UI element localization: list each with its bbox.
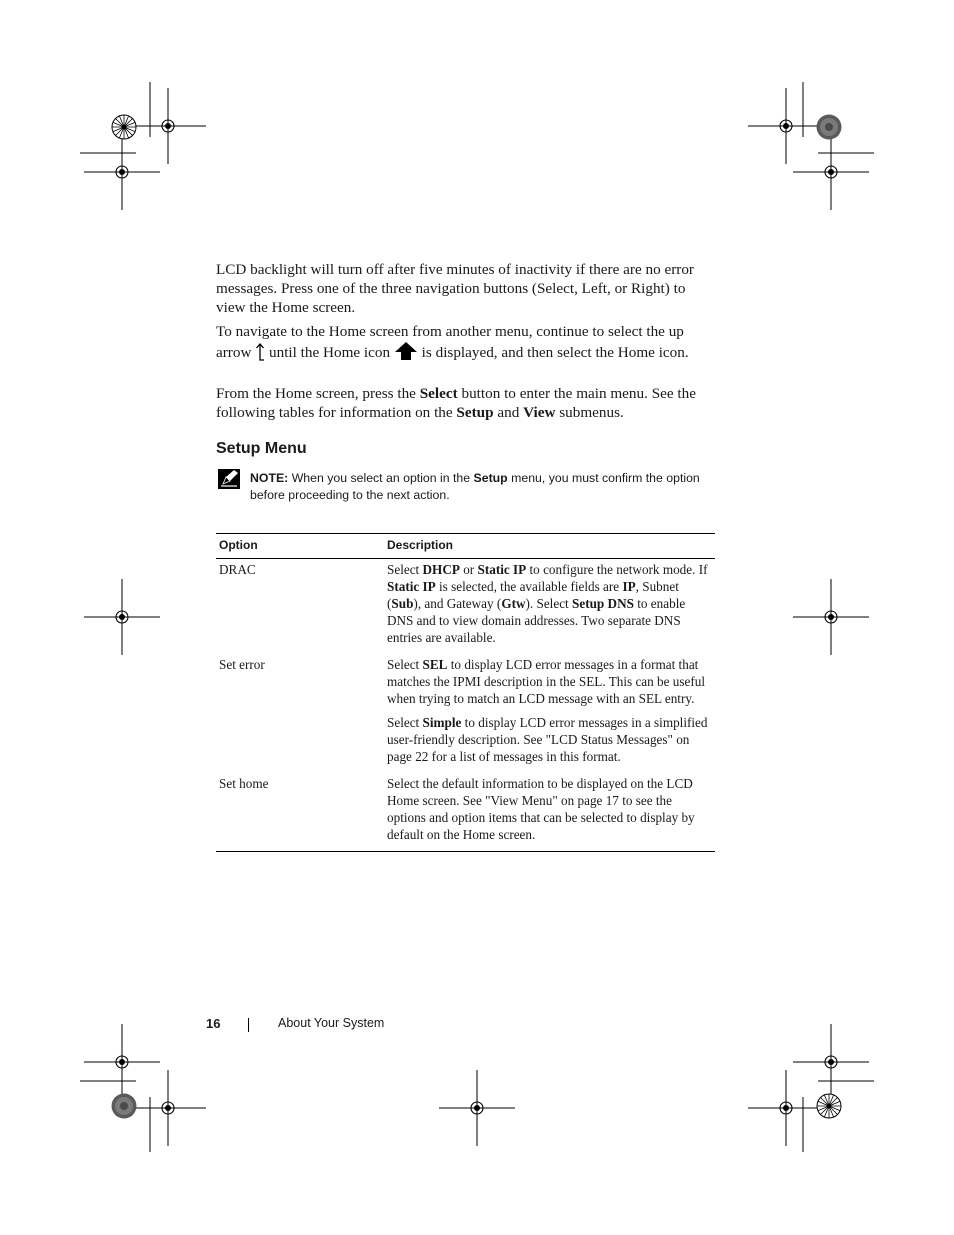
table-row [216,773,715,852]
footer-section-title: About Your System [278,1016,385,1030]
option-cell: Set error [219,657,265,672]
intro-paragraph: LCD backlight will turn off after five minutes of inactivity if there are no error messages. Press one of the three navigation buttons (Select, Left, or Right) to view the Home screen. [216,261,694,316]
option-cell: Set home [216,773,384,852]
up-arrow-icon [255,343,265,361]
page-number: 16 [206,1016,221,1031]
main-menu-paragraph: From the Home screen, press the Select button to enter the main menu. See the following tables for information on the Setup and View submenus. [216,385,696,421]
home-icon [394,341,418,361]
option-cell: DRAC [219,562,256,577]
note-pencil-icon [218,469,240,489]
table-row [216,654,715,773]
table-row [216,559,715,655]
section-heading: Setup Menu [216,440,307,457]
navigation-paragraph: To navigate to the Home screen from another menu, continue to select the up arrow until the Home icon is displayed, and then select the Home icon. [216,323,689,361]
setup-menu-table [216,533,715,852]
description-cell: Select the default information to be displayed on the LCD Home screen. See "View Menu" on page 17 to see the options and option items that can be selected to display by default on the Home screen. [384,773,715,852]
table-header-row [216,534,715,559]
footer-divider [248,1018,249,1032]
description-cell: Select DHCP or Static IP to configure the network mode. If Static IP is selected, the available fields are IP, Subnet (Sub), and Gateway (Gtw). Select Setup DNS to enable DNS and to view domain addresses. Two separate DNS entries are available. [387,562,708,645]
description-cell: Select SEL to display LCD error messages in a format that matches the IPMI description in the SEL. This can be useful when trying to match an LCD message with an SEL entry. Select Simple to display LCD error messages in a simplified user-friendly description. See "LCD Status Messages" on page 22 for a list of messages in this format. [387,657,708,764]
option-column-header: Option [216,534,384,559]
note-text: NOTE: When you select an option in the Setup menu, you must confirm the option before proceeding to the next action. [250,471,700,502]
description-column-header: Description [384,534,715,559]
